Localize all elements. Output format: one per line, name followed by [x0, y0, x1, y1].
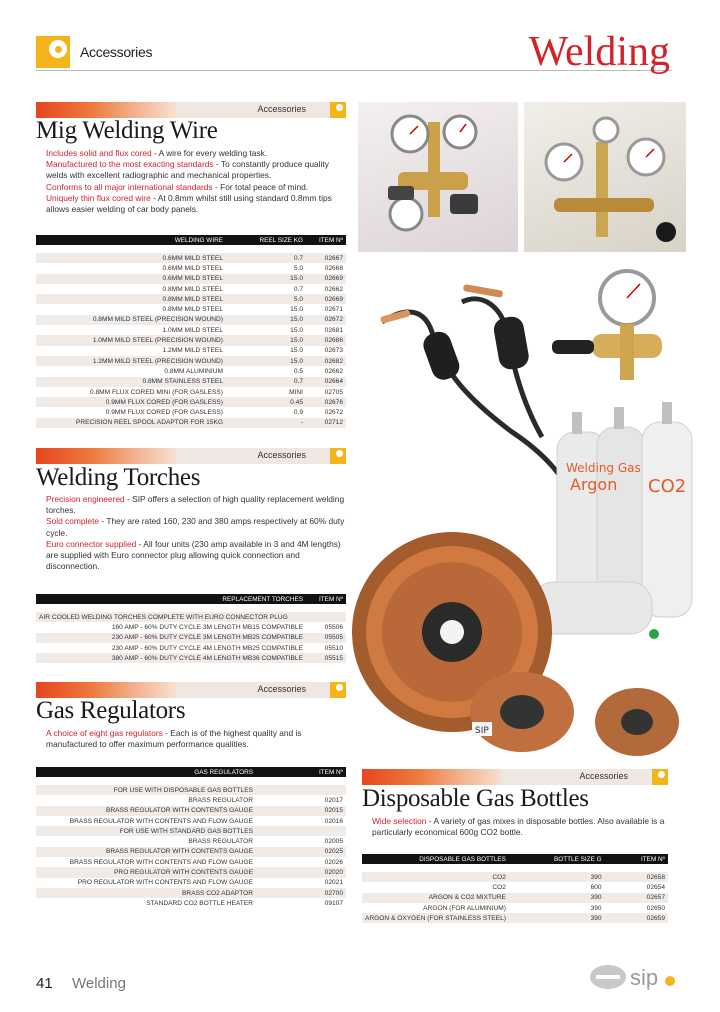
table-cell: BRASS REGULATOR: [36, 795, 256, 805]
table-cell: 02682: [306, 356, 346, 366]
bullet-item: [372, 816, 668, 838]
regulators-bullets: [46, 728, 346, 750]
table-cell: 0.8MM MILD STEEL: [36, 294, 226, 304]
table-row: [36, 315, 346, 325]
table-header-cell: ITEM Nº: [306, 235, 346, 245]
table-cell: 0.8MM ALUMINIUM: [36, 366, 226, 376]
table-cell: 600: [509, 882, 605, 892]
table-header-cell: GAS REGULATORS: [36, 767, 256, 777]
table-row: [36, 263, 346, 273]
mig-bullets: [46, 148, 346, 215]
table-cell: 02672: [306, 315, 346, 325]
table-cell: 0.6MM MILD STEEL: [36, 274, 226, 284]
table-cell: 05505: [306, 633, 346, 643]
bullet-highlight: Includes solid and flux cored: [46, 148, 152, 158]
bullet-text: - SIP offers a selection of high quality replacement welding torches.: [46, 494, 345, 516]
bullet-item: [46, 728, 346, 750]
regulators-section-strip: [36, 682, 346, 698]
regulator-photo: [358, 102, 518, 252]
table-cell: 0.8MM MILD STEEL: [36, 284, 226, 294]
table-header-cell: DISPOSABLE GAS BOTTLES: [362, 854, 509, 864]
table-cell: 1.2MM MILD STEEL (PRECISION WOUND): [36, 356, 226, 366]
table-cell: 0.9MM FLUX CORED (FOR GASLESS): [36, 397, 226, 407]
table-cell: 0.8MM STAINLESS STEEL: [36, 377, 226, 387]
table-cell: 15.0: [226, 325, 306, 335]
table-header-cell: BOTTLE SIZE G: [509, 854, 605, 864]
table-cell: 5.0: [226, 263, 306, 273]
table-cell: 05510: [306, 643, 346, 653]
bullet-highlight: Manufactured to the most exacting standards: [46, 159, 214, 170]
bullet-item: [46, 494, 346, 516]
bullet-highlight: Conforms to all major international standards: [46, 181, 213, 192]
table-cell: BRASS REGULATOR WITH CONTENTS GAUGE: [36, 806, 256, 816]
table-row: [36, 325, 346, 335]
bullet-text: - A variety of gas mixes in disposable bottles. Also available is a particularly economical 600g CO2 bottle.: [372, 816, 665, 838]
table-cell: 02662: [306, 366, 346, 376]
table-cell: BRASS REGULATOR WITH CONTENTS AND FLOW GAUGE: [36, 816, 256, 826]
bullet-item: [46, 159, 346, 181]
table-cell: ARGON & OXYGEN (FOR STAINLESS STEEL): [362, 913, 509, 923]
table-row: [36, 366, 346, 376]
table-header-cell: REPLACEMENT TORCHES: [36, 594, 306, 604]
table-cell: 02681: [306, 325, 346, 335]
torches-title: Welding Torches: [36, 464, 201, 491]
bottle-text-1: Welding Gas: [566, 461, 641, 475]
table-row: [36, 622, 346, 632]
footer-section: Welding: [72, 975, 126, 992]
table-header-cell: ITEM Nº: [605, 854, 668, 864]
table-cell: 02005: [256, 836, 346, 846]
bullet-text: - All four units (230 amp available in 3 and 4M lengths) are supplied with Euro connector plug allowing quick connection and disconnection.: [46, 538, 341, 572]
table-row: [362, 893, 668, 903]
accessories-icon: [330, 682, 346, 698]
table-cell: MINI: [226, 387, 306, 397]
table-row: [362, 882, 668, 892]
table-row: [36, 653, 346, 663]
table-cell: 02025: [256, 847, 346, 857]
mig-tag: Accessories: [257, 104, 306, 114]
table-row: [36, 857, 346, 867]
bullet-item: [46, 516, 346, 538]
bullet-text: - To constantly produce quality welds with excellent radiographic and mechanical properties.: [46, 159, 329, 181]
table-row: [36, 847, 346, 857]
bullet-highlight: A choice of eight gas regulators: [46, 728, 163, 738]
table-row: [36, 377, 346, 387]
table-cell: 1.2MM MILD STEEL: [36, 346, 226, 356]
table-row: [36, 816, 346, 826]
table-row: [36, 356, 346, 366]
table-cell: 0.9MM FLUX CORED (FOR GASLESS): [36, 407, 226, 417]
table-cell: 02673: [306, 346, 346, 356]
table-row: [36, 888, 346, 898]
table-row: [36, 867, 346, 877]
bottles-title: Disposable Gas Bottles: [362, 785, 589, 812]
bullet-item: [46, 193, 346, 215]
table-cell: 0.7: [226, 377, 306, 387]
table-cell: ARGON & CO2 MIXTURE: [362, 893, 509, 903]
bottle-text-2: Argon: [570, 475, 618, 494]
table-cell: 0.6MM MILD STEEL: [36, 263, 226, 273]
product-photo-collage: [352, 262, 702, 762]
table-cell: 02015: [256, 806, 346, 816]
table-cell: 05506: [306, 622, 346, 632]
table-cell: 390: [509, 903, 605, 913]
table-row: [36, 795, 346, 805]
table-cell: 0.6MM MILD STEEL: [36, 253, 226, 263]
regulator-photo-2: [524, 102, 686, 252]
regulators-table: [36, 767, 346, 909]
table-row: [36, 633, 346, 643]
table-row: [36, 418, 346, 428]
table-row: [36, 898, 346, 908]
accessories-icon: [330, 448, 346, 464]
table-header-cell: REEL SIZE KG: [226, 235, 306, 245]
table-row: [36, 836, 346, 846]
table-cell: BRASS REGULATOR WITH CONTENTS AND FLOW GAUGE: [36, 857, 256, 867]
table-cell: CO2: [362, 882, 509, 892]
bullet-highlight: Euro connector supplied: [46, 538, 137, 549]
bullet-item: [46, 182, 346, 193]
table-cell: 0.8MM MILD STEEL: [36, 304, 226, 314]
table-cell: 02669: [306, 274, 346, 284]
table-cell: 230 AMP - 60% DUTY CYCLE 4M LENGTH MB25 COMPATIBLE: [36, 643, 306, 653]
table-cell: 0.45: [226, 397, 306, 407]
bullet-text: - For total peace of mind.: [212, 181, 309, 192]
table-cell: 02700: [256, 888, 346, 898]
table-cell: 02669: [306, 294, 346, 304]
table-cell: 15.0: [226, 346, 306, 356]
table-cell: 02658: [605, 872, 668, 882]
table-cell: 02672: [306, 407, 346, 417]
regulators-title: Gas Regulators: [36, 697, 186, 724]
table-cell: [256, 785, 346, 795]
table-cell: 02686: [306, 335, 346, 345]
table-cell: 02659: [605, 913, 668, 923]
torches-tag: Accessories: [257, 450, 306, 460]
bullet-text: - Each is of the highest quality and is manufactured to offer maximum performance qualities.: [46, 728, 302, 750]
bullet-item: [46, 539, 346, 573]
table-cell: 09107: [256, 898, 346, 908]
table-header-cell: ITEM Nº: [306, 594, 346, 604]
bottles-table: [362, 854, 668, 923]
table-cell: 0.8MM FLUX CORED MINI (FOR GASLESS): [36, 387, 226, 397]
table-row: [36, 294, 346, 304]
table-cell: 02654: [605, 882, 668, 892]
table-cell: 0.8MM MILD STEEL (PRECISION WOUND): [36, 315, 226, 325]
accessories-icon: [652, 769, 668, 785]
table-cell: 02662: [306, 284, 346, 294]
table-row: [36, 785, 346, 795]
header-section-label: Accessories: [80, 44, 153, 60]
table-cell: BRASS CO2 ADAPTOR: [36, 888, 256, 898]
table-cell: 0.7: [226, 253, 306, 263]
table-cell: 02020: [256, 867, 346, 877]
reel-label: SIP: [475, 726, 489, 736]
table-row: [36, 335, 346, 345]
sip-logo: [588, 962, 682, 992]
table-cell: 05515: [306, 653, 346, 663]
table-cell: 0.9: [226, 407, 306, 417]
bullet-text: - A wire for every welding task.: [151, 148, 268, 158]
table-cell: 02671: [306, 304, 346, 314]
table-cell: [256, 826, 346, 836]
table-group-cell: AIR COOLED WELDING TORCHES COMPLETE WITH EURO CONNECTOR PLUG: [36, 612, 346, 622]
table-cell: BRASS REGULATOR WITH CONTENTS GAUGE: [36, 847, 256, 857]
bullet-highlight: Wide selection: [372, 816, 427, 826]
table-row: [36, 612, 346, 622]
table-cell: CO2: [362, 872, 509, 882]
brand-text: sip: [630, 965, 659, 990]
bullet-text: - At 0.8mm whilst still using standard 0.8mm tips allows easier welding of car body panels.: [46, 192, 332, 215]
table-row: [36, 643, 346, 653]
table-cell: 390: [509, 913, 605, 923]
table-cell: 230 AMP - 60% DUTY CYCLE 3M LENGTH MB25 COMPATIBLE: [36, 633, 306, 643]
table-cell: 1.0MM MILD STEEL (PRECISION WOUND): [36, 335, 226, 345]
table-cell: 15.0: [226, 274, 306, 284]
table-row: [36, 806, 346, 816]
table-cell: 0.5: [226, 366, 306, 376]
table-header-cell: ITEM Nº: [256, 767, 346, 777]
bottles-bullets: [372, 816, 668, 838]
table-cell: 5.0: [226, 294, 306, 304]
section-logo-icon: [36, 36, 70, 68]
table-cell: 15.0: [226, 315, 306, 325]
table-cell: 02016: [256, 816, 346, 826]
regulators-tag: Accessories: [257, 684, 306, 694]
table-cell: 390: [509, 872, 605, 882]
table-cell: 0.7: [226, 284, 306, 294]
table-row: [36, 826, 346, 836]
torches-section-strip: [36, 448, 346, 464]
page-number: 41: [36, 975, 53, 992]
table-cell: PRECISION REEL SPOOL ADAPTOR FOR 15KG: [36, 418, 226, 428]
table-cell: 02667: [306, 253, 346, 263]
bullet-text: - They are rated 160, 230 and 380 amps respectively at 60% duty cycle.: [46, 516, 345, 538]
table-row: [36, 274, 346, 284]
table-cell: 380 AMP - 60% DUTY CYCLE 4M LENGTH MB36 COMPATIBLE: [36, 653, 306, 663]
table-cell: 02705: [306, 387, 346, 397]
table-row: [36, 346, 346, 356]
table-cell: ARGON (FOR ALUMINIUM): [362, 903, 509, 913]
mig-section-strip: [36, 102, 346, 118]
table-row: [36, 387, 346, 397]
table-cell: 15.0: [226, 304, 306, 314]
table-row: [36, 878, 346, 888]
table-cell: 390: [509, 893, 605, 903]
table-header-cell: WELDING WIRE: [36, 235, 226, 245]
table-cell: 02650: [605, 903, 668, 913]
table-cell: PRO REGULATOR WITH CONTENTS GAUGE: [36, 867, 256, 877]
table-cell: PRO REGULATOR WITH CONTENTS AND FLOW GAUGE: [36, 878, 256, 888]
table-row: [36, 407, 346, 417]
table-cell: 02017: [256, 795, 346, 805]
table-cell: FOR USE WITH STANDARD GAS BOTTLES: [36, 826, 256, 836]
table-cell: 02021: [256, 878, 346, 888]
table-cell: 02657: [605, 893, 668, 903]
table-row: [36, 284, 346, 294]
mig-wire-table: [36, 235, 346, 428]
torches-table: [36, 594, 346, 663]
table-cell: STANDARD CO2 BOTTLE HEATER: [36, 898, 256, 908]
bullet-item: [46, 148, 346, 159]
table-cell: 160 AMP - 60% DUTY CYCLE 3M LENGTH MB15 COMPATIBLE: [36, 622, 306, 632]
bullet-highlight: Uniquely thin flux cored wire: [46, 192, 151, 203]
table-cell: 02026: [256, 857, 346, 867]
table-cell: 1.0MM MILD STEEL: [36, 325, 226, 335]
table-cell: BRASS REGULATOR: [36, 836, 256, 846]
table-row: [36, 397, 346, 407]
bullet-highlight: Precision engineered: [46, 494, 125, 504]
page-title: Welding: [528, 29, 670, 75]
mig-title: Mig Welding Wire: [36, 117, 218, 144]
bullet-highlight: Sold complete: [46, 516, 100, 527]
bottle-text-3: CO2: [648, 476, 687, 497]
table-row: [362, 872, 668, 882]
table-cell: 02668: [306, 263, 346, 273]
accessories-icon: [330, 102, 346, 118]
table-cell: 02712: [306, 418, 346, 428]
table-row: [362, 903, 668, 913]
bottles-tag: Accessories: [579, 771, 628, 781]
table-cell: 15.0: [226, 335, 306, 345]
table-cell: 02664: [306, 377, 346, 387]
table-cell: -: [226, 418, 306, 428]
table-row: [362, 913, 668, 923]
table-row: [36, 304, 346, 314]
table-cell: 02676: [306, 397, 346, 407]
table-cell: 15.0: [226, 356, 306, 366]
table-row: [36, 253, 346, 263]
torches-bullets: [46, 494, 346, 572]
bottles-section-strip: [362, 769, 668, 785]
table-cell: FOR USE WITH DISPOSABLE GAS BOTTLES: [36, 785, 256, 795]
